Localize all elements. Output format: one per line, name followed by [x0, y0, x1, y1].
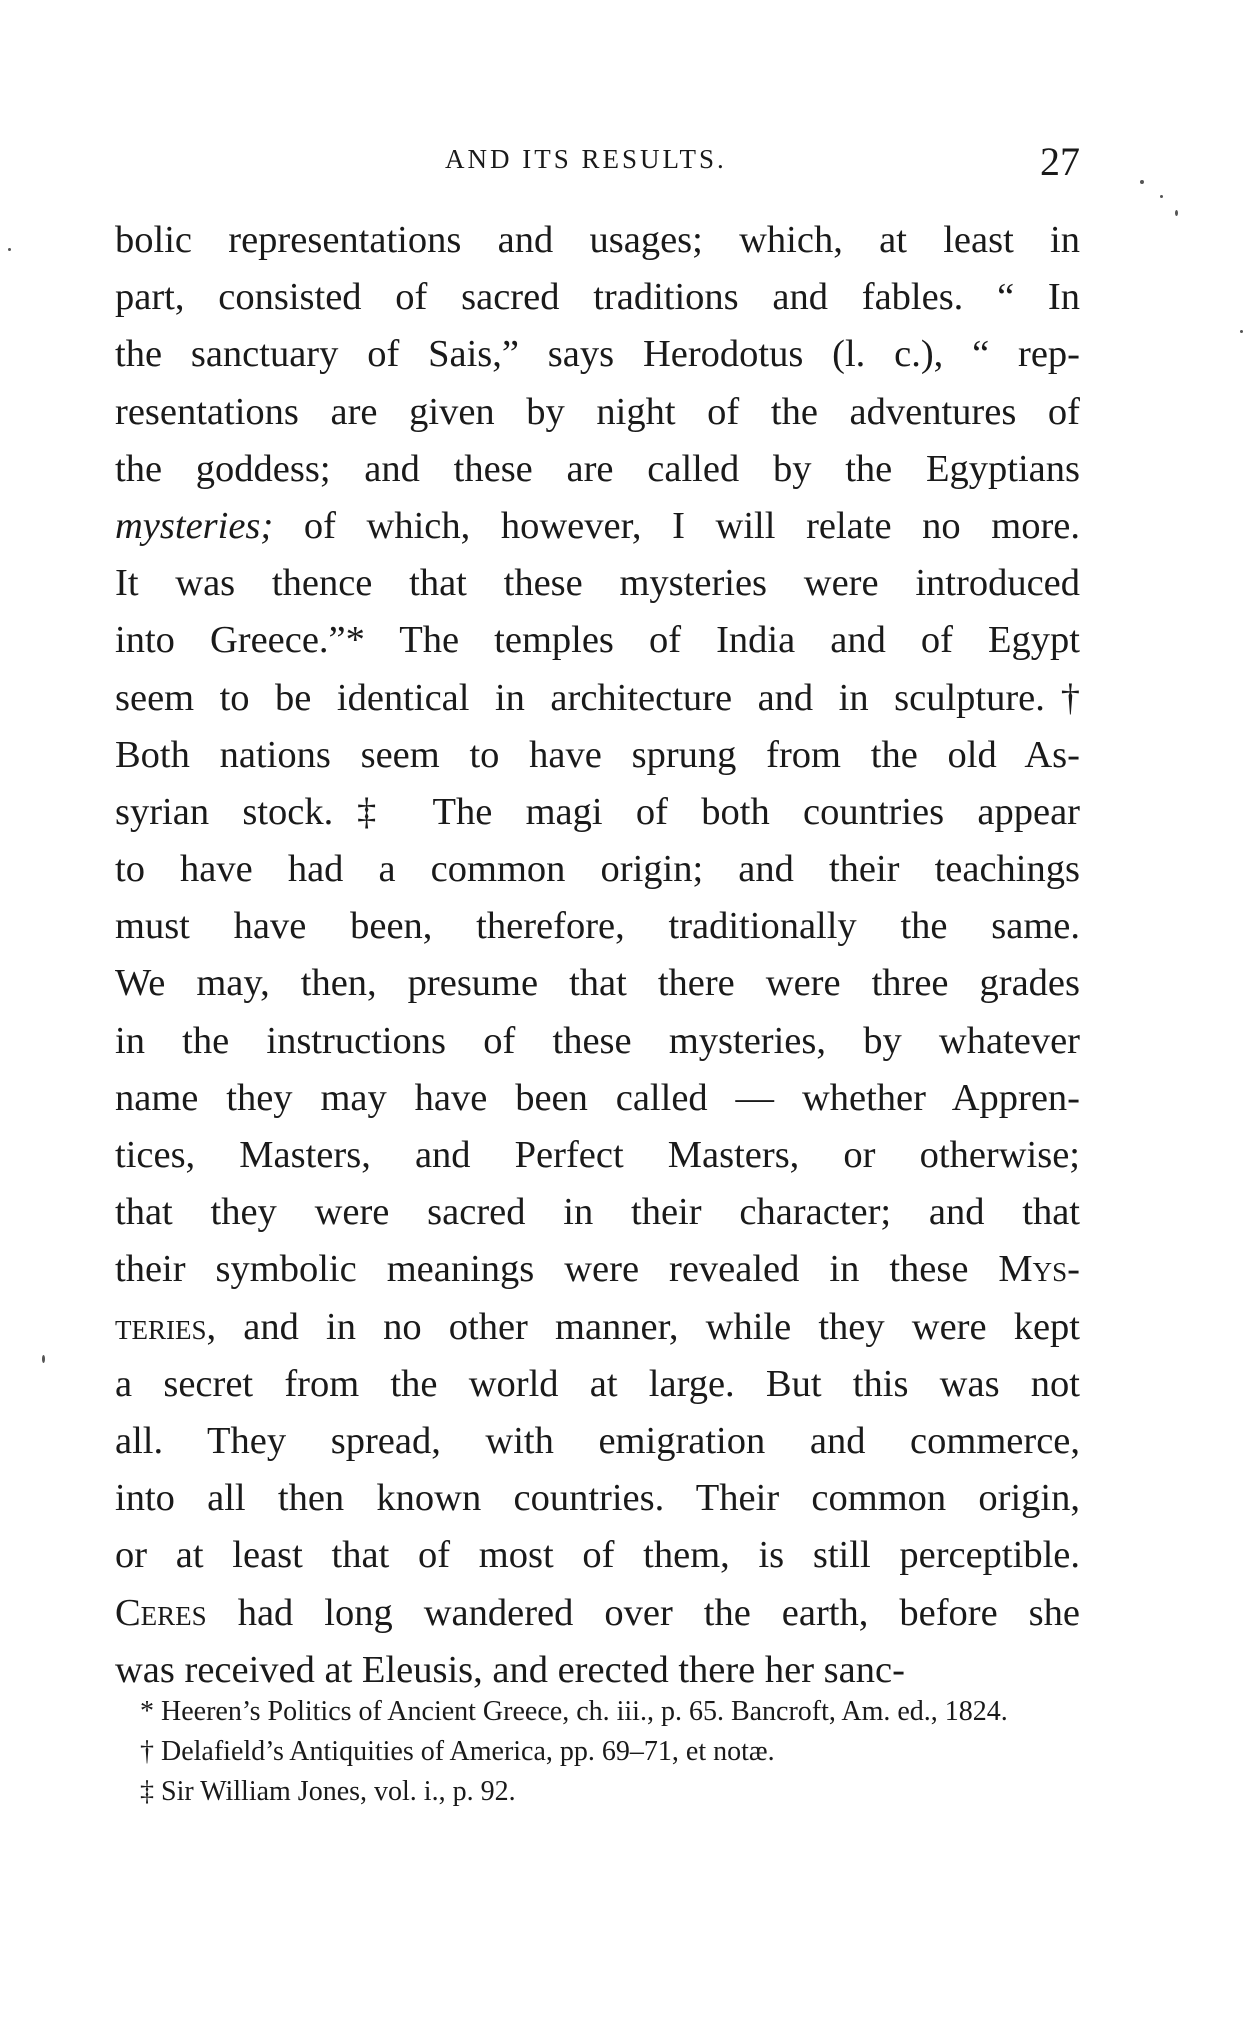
- text-line: to have had a common origin; and their teachings: [115, 848, 1080, 891]
- text-fragment: and in no other manner, while they were kept: [243, 1305, 1081, 1348]
- footnote: ‡ Sir William Jones, vol. i., p. 92.: [140, 1776, 516, 1807]
- small-caps-term: Ceres: [115, 1591, 207, 1634]
- text-fragment: their symbolic meanings were revealed in these: [115, 1248, 969, 1291]
- footnote: † Delafield’s Antiquities of America, pp. 69–71, et notæ.: [140, 1736, 775, 1767]
- italic-term: mysteries;: [115, 504, 274, 547]
- text-line: It was thence that these mysteries were introduced: [115, 562, 1080, 605]
- text-line: [115, 1299, 1080, 1356]
- scan-speck: [1240, 330, 1243, 333]
- text-line: seem to be identical in architecture and in sculpture.†: [115, 676, 1080, 719]
- page-number: 27: [1040, 139, 1080, 184]
- text-line: tices, Masters, and Perfect Masters, or otherwise;: [115, 1134, 1080, 1176]
- text-line: was received at Eleusis, and erected there her sanc-: [115, 1648, 905, 1691]
- text-line: in the instructions of these mysteries, by whatever: [115, 1019, 1080, 1062]
- scan-speck: [42, 1355, 45, 1363]
- text-line: the sanctuary of Sais,” says Herodotus (l. c.), “ rep-: [115, 333, 1080, 376]
- small-caps-term: Mys-: [998, 1248, 1080, 1291]
- scan-speck: [1140, 180, 1144, 184]
- running-head: [0, 138, 1259, 188]
- scan-speck: [8, 248, 11, 251]
- footnotes: [115, 1692, 1080, 1812]
- text-line: all. They spread, with emigration and commerce,: [115, 1419, 1080, 1462]
- text-line: resentations are given by night of the adventures of: [115, 390, 1080, 433]
- text-line: the goddess; and these are called by the Egyptians: [115, 447, 1080, 490]
- text-line: or at least that of most of them, is still perceptible.: [115, 1534, 1080, 1577]
- text-line: into all then known countries. Their common origin,: [115, 1477, 1080, 1520]
- body-text: [115, 212, 1080, 1699]
- text-line: Both nations seem to have sprung from the old As-: [115, 733, 1080, 776]
- text-line: into Greece.”* The temples of India and of Egypt: [115, 619, 1080, 662]
- text-line: syrian stock.‡ The magi of both countries appear: [115, 790, 1080, 833]
- text-line: [115, 1241, 1080, 1298]
- small-caps-term: teries,: [115, 1305, 217, 1348]
- text-line: that they were sacred in their character; and that: [115, 1191, 1080, 1234]
- running-title: AND ITS RESULTS.: [445, 144, 727, 174]
- text-line: [115, 498, 1080, 555]
- text-line: part, consisted of sacred traditions and fables. “ In: [115, 276, 1080, 319]
- scan-speck: [1160, 195, 1163, 198]
- text-line: name they may have been called — whether Appren-: [115, 1076, 1080, 1119]
- footnote: * Heeren’s Politics of Ancient Greece, ch. iii., p. 65. Bancroft, Am. ed., 1824.: [140, 1696, 1008, 1727]
- scan-speck: [1175, 210, 1178, 216]
- text-fragment: of which, however, I will relate no more.: [303, 504, 1081, 547]
- text-line: a secret from the world at large. But this was not: [115, 1362, 1080, 1405]
- text-line: We may, then, presume that there were three grades: [115, 962, 1080, 1005]
- text-line: [115, 1585, 1080, 1642]
- text-line: must have been, therefore, traditionally the same.: [115, 905, 1080, 948]
- text-line: bolic representations and usages; which, at least in: [115, 219, 1080, 261]
- text-fragment: had long wandered over the earth, before she: [237, 1591, 1080, 1634]
